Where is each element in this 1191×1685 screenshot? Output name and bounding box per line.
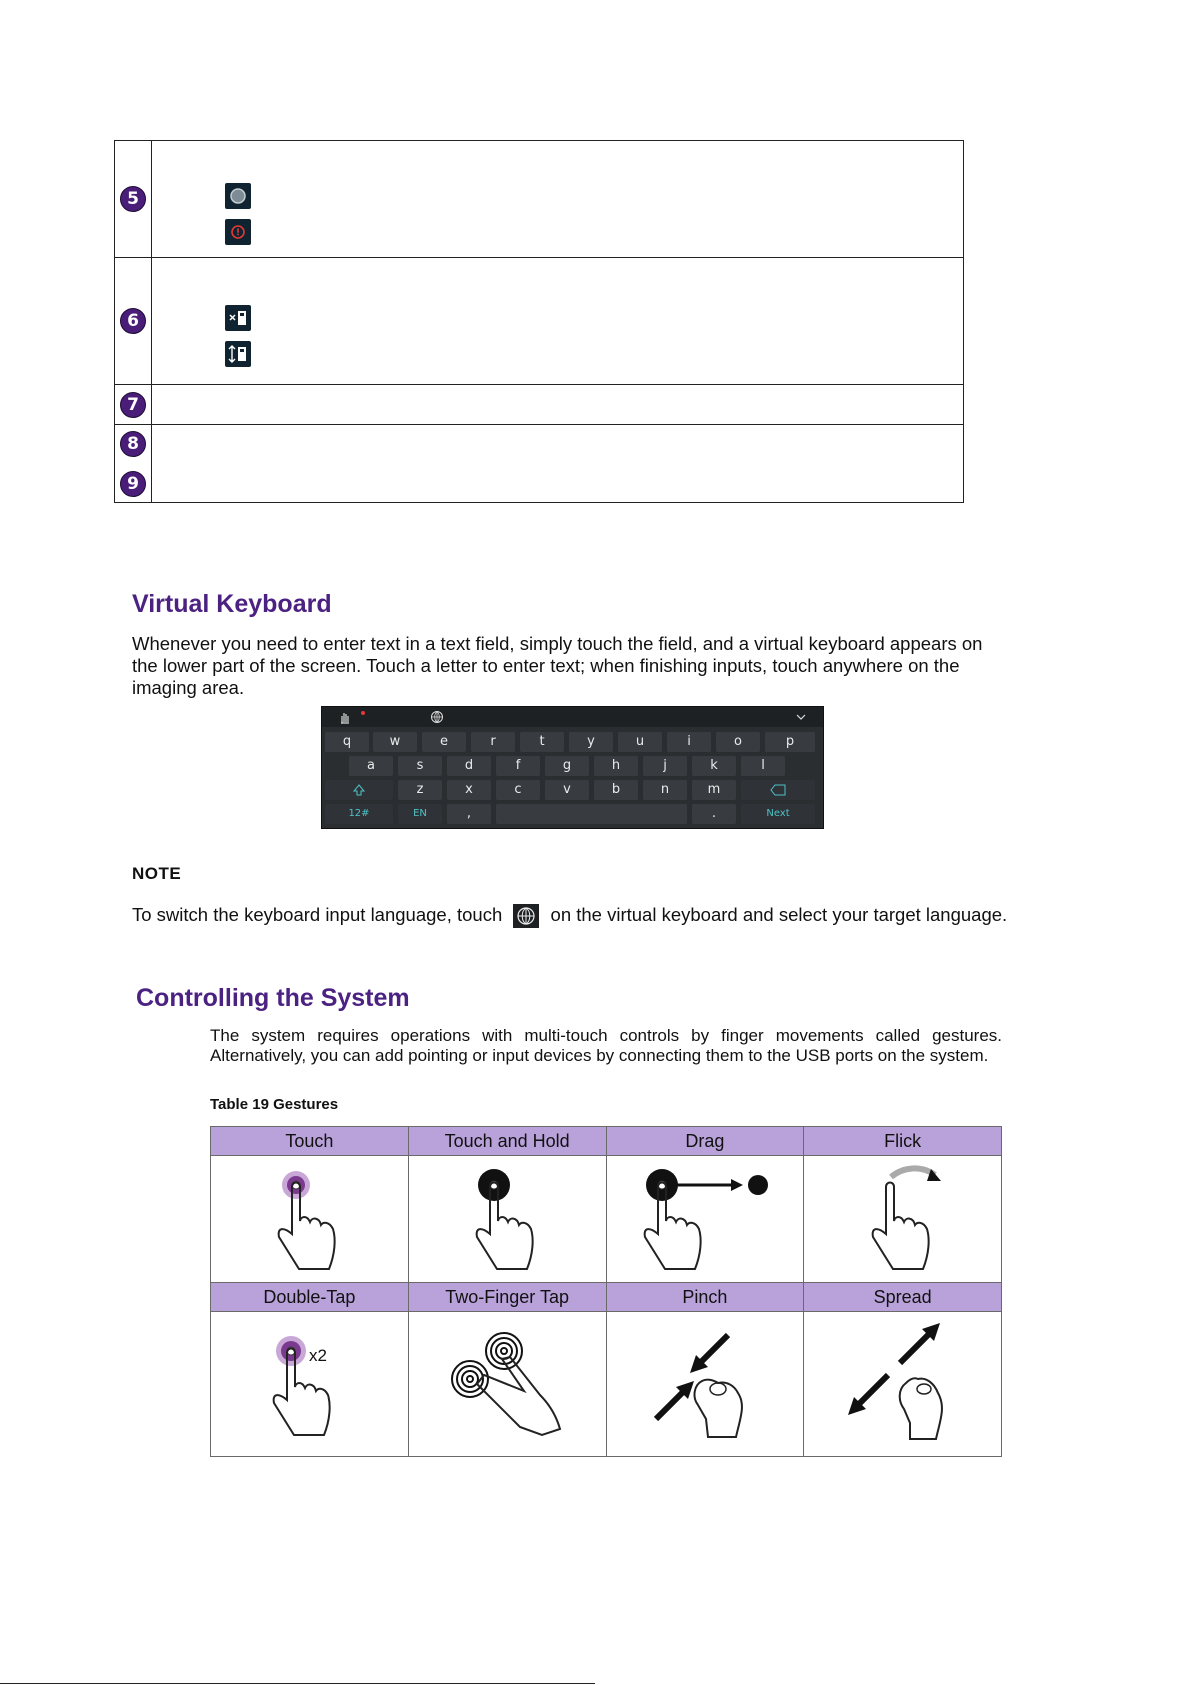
key-t: t [520, 732, 564, 752]
next-key: Next [741, 804, 815, 824]
double-tap-gesture-icon [249, 1319, 369, 1449]
key-n: n [643, 780, 687, 800]
shift-icon [352, 783, 366, 797]
key-e: e [422, 732, 466, 752]
gesture-header-drag: Drag [606, 1127, 804, 1156]
controlling-description: The system requires operations with multi-touch controls by finger movements called gestures. Alternatively, you can add pointing or input devices by connecting them to the USB ports on the system. [210, 1026, 1002, 1065]
key-h: h [594, 756, 638, 776]
key-d: d [447, 756, 491, 776]
key-f: f [496, 756, 540, 776]
touch-and-hold-gesture-icon [447, 1159, 567, 1279]
key-l: l [741, 756, 785, 776]
virtual-keyboard-image [321, 706, 824, 829]
key-k: k [692, 756, 736, 776]
hand-icon [338, 710, 352, 724]
key-v: v [545, 780, 589, 800]
recording-dot-icon [360, 710, 366, 716]
key-i: i [667, 732, 711, 752]
gesture-header-two-finger-tap: Two-Finger Tap [408, 1283, 606, 1312]
table-caption: Table 19 Gestures [210, 1096, 339, 1113]
gestures-table [210, 1126, 1002, 1457]
backspace-icon [770, 784, 786, 796]
key-a: a [349, 756, 393, 776]
gesture-header-touch: Touch [211, 1127, 409, 1156]
storage-connected-icon [225, 341, 251, 367]
virtual-keyboard-description: Whenever you need to enter text in a text field, simply touch the field, and a virtual keyboard appears on the lower part of the screen. Touch a letter to enter text; when finishing inputs, touch anywhere on the imaging area. [132, 633, 983, 698]
key-g: g [545, 756, 589, 776]
pinch-gesture-icon [640, 1319, 770, 1449]
gesture-header-spread: Spread [804, 1283, 1002, 1312]
gesture-header-flick: Flick [804, 1127, 1002, 1156]
key-c: c [496, 780, 540, 800]
section-heading-controlling-system: Controlling the System [136, 984, 410, 1012]
collapse-keyboard-icon [796, 713, 806, 721]
two-finger-tap-gesture-icon [432, 1319, 582, 1449]
touch-gesture-icon [249, 1159, 369, 1279]
key-r: r [471, 732, 515, 752]
storage-removed-icon [225, 305, 251, 331]
key-b: b [594, 780, 638, 800]
space-key [496, 804, 687, 824]
status-error-icon [225, 219, 251, 245]
status-ok-icon [225, 183, 251, 209]
note-title: NOTE [132, 864, 182, 883]
row-number-badge: 7 [120, 392, 146, 418]
row-number-badge: 5 [120, 186, 146, 212]
key-q: q [325, 732, 369, 752]
language-key: EN [398, 804, 442, 824]
row-number-badge: 8 [120, 431, 146, 457]
key-o: o [716, 732, 760, 752]
drag-gesture-icon [625, 1159, 785, 1279]
footer-rule [0, 1683, 595, 1684]
key-j: j [643, 756, 687, 776]
spread-gesture-icon [838, 1319, 968, 1449]
gesture-header-pinch: Pinch [606, 1283, 804, 1312]
status-icon-table [114, 140, 964, 503]
comma-key: , [447, 804, 491, 824]
gesture-header-touch-and-hold: Touch and Hold [408, 1127, 606, 1156]
section-heading-virtual-keyboard: Virtual Keyboard [132, 590, 332, 618]
key-z: z [398, 780, 442, 800]
period-key: . [692, 804, 736, 824]
shift-key [325, 780, 393, 800]
note-text: To switch the keyboard input language, touch on the virtual keyboard and select your target language. [132, 902, 1012, 928]
key-w: w [373, 732, 417, 752]
row-number-badge: 9 [120, 471, 146, 497]
key-m: m [692, 780, 736, 800]
gesture-header-double-tap: Double-Tap [211, 1283, 409, 1312]
globe-icon [430, 710, 444, 724]
flick-gesture-icon [843, 1159, 963, 1279]
key-s: s [398, 756, 442, 776]
globe-icon [513, 904, 539, 928]
double-tap-label: x2 [309, 1346, 328, 1365]
key-u: u [618, 732, 662, 752]
key-y: y [569, 732, 613, 752]
key-p: p [765, 732, 815, 752]
row-number-badge: 6 [120, 308, 146, 334]
symbols-key: 12# [325, 804, 393, 824]
key-x: x [447, 780, 491, 800]
backspace-key [741, 780, 815, 800]
